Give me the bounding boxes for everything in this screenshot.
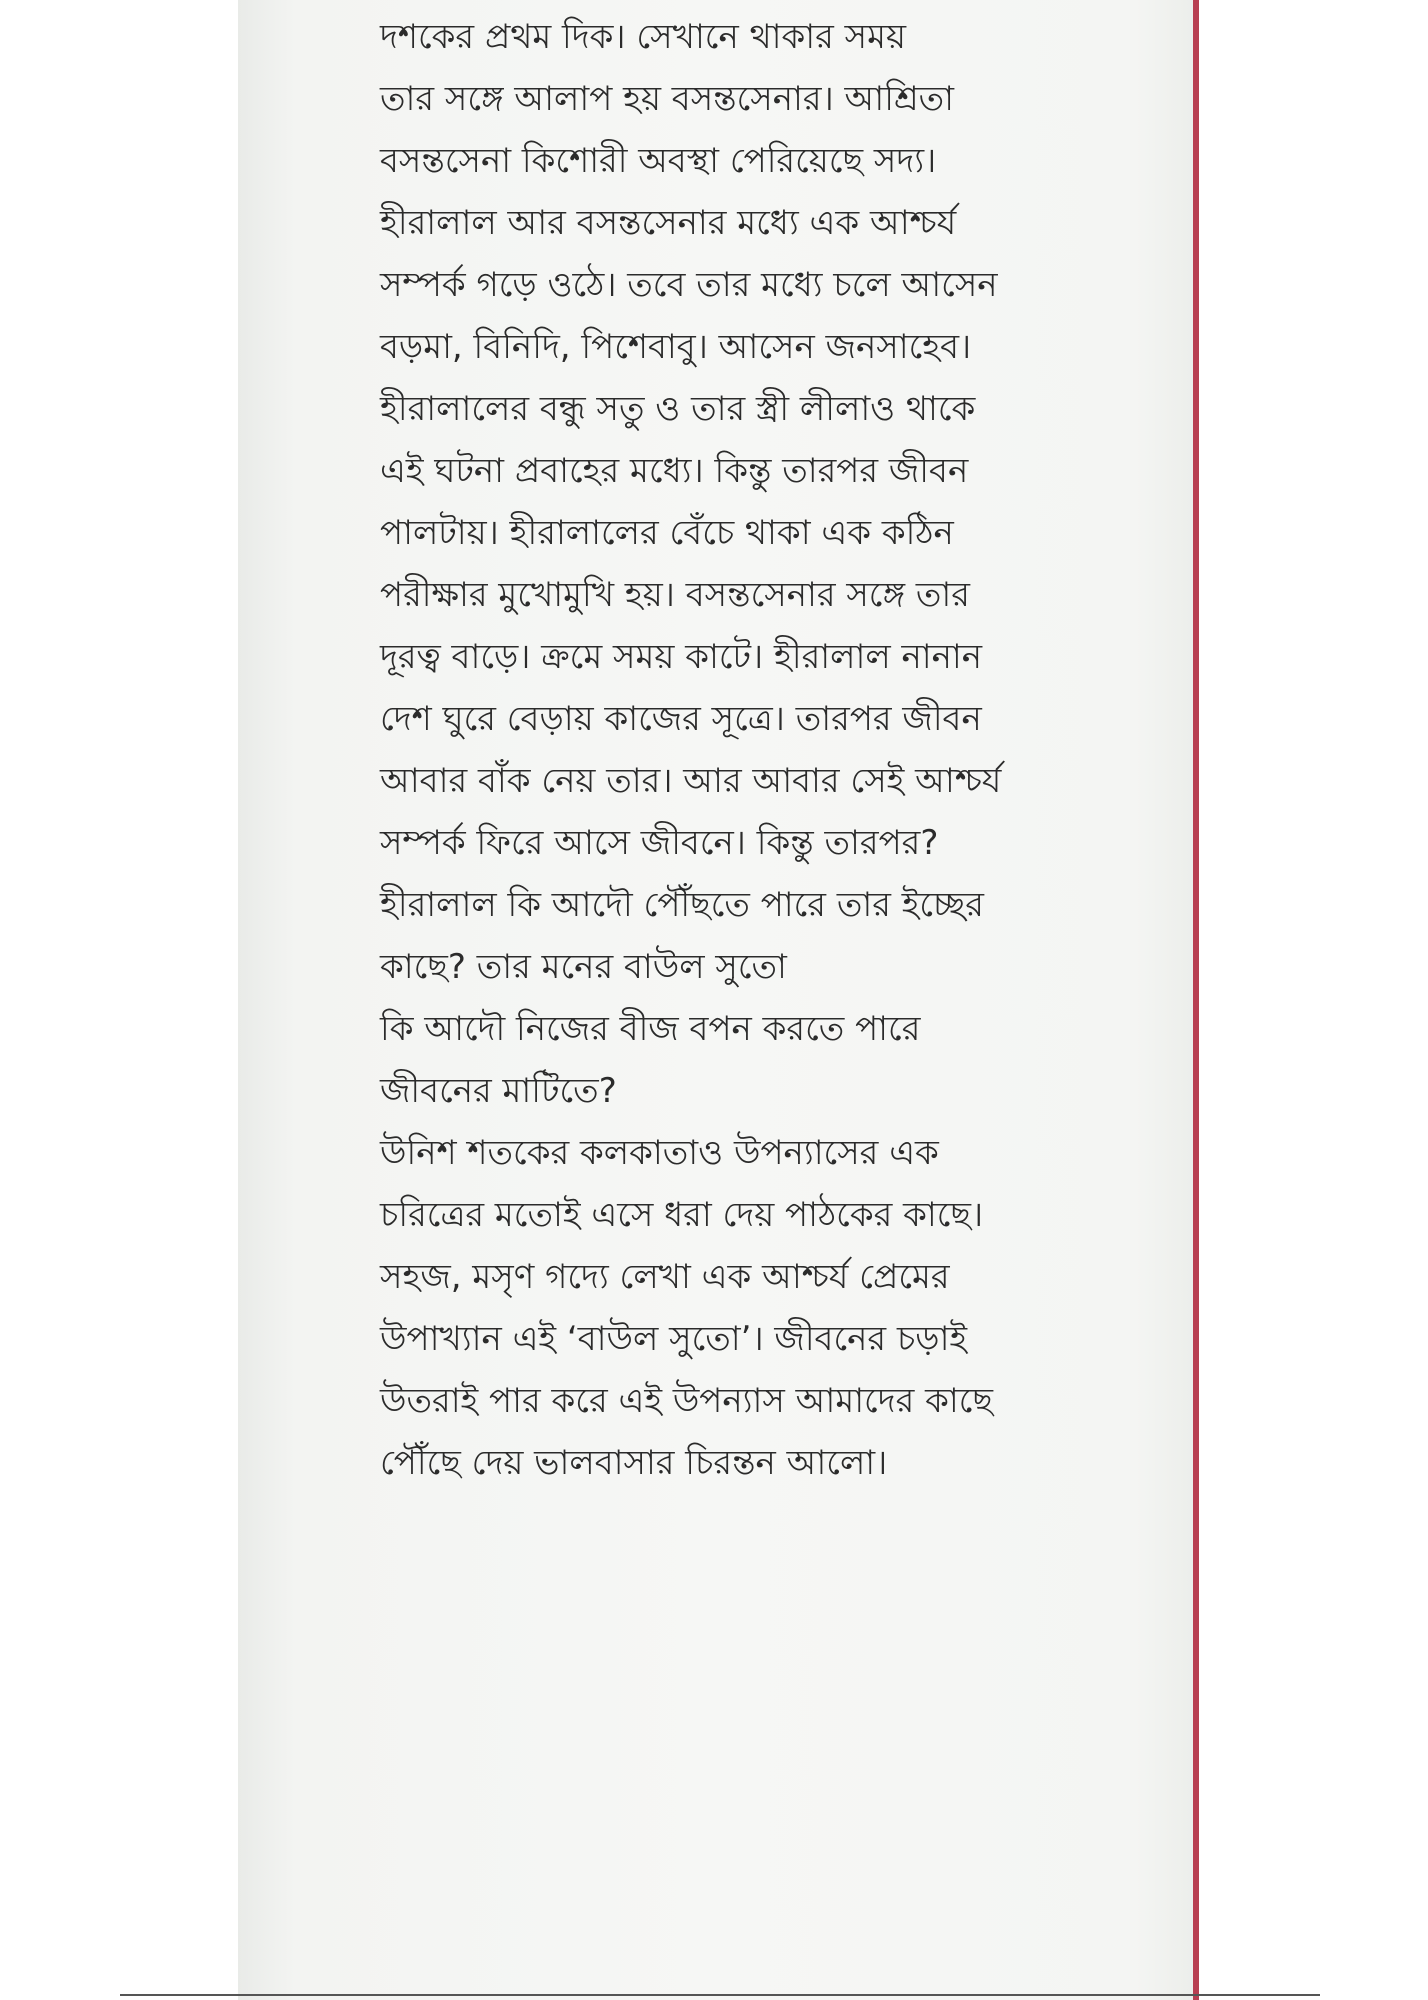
cover-edge-stripe [1193,0,1199,2000]
blurb-line: পরীক্ষার মুখোমুখি হয়। বসন্তসেনার সঙ্গে তার [380,575,970,615]
blurb-line: চরিত্রের মতোই এসে ধরা দেয় পাঠকের কাছে। [380,1195,984,1235]
blurb-line: সম্পর্ক ফিরে আসে জীবনে। কিন্তু তারপর? [380,823,939,863]
blurb-line: পৌঁছে দেয় ভালবাসার চিরন্তন আলো। [380,1443,888,1483]
blurb-line: উপাখ্যান এই ‘বাউল সুতো’। জীবনের চড়াই [380,1319,968,1359]
blurb-line: বসন্তসেনা কিশোরী অবস্থা পেরিয়েছে সদ্য। [380,141,937,181]
blurb-line: বড়মা, বিনিদি, পিশেবাবু। আসেন জনসাহেব। [380,327,972,367]
blurb-line: দশকের প্রথম দিক। সেখানে থাকার সময় [380,17,906,57]
blurb-line: তার সঙ্গে আলাপ হয় বসন্তসেনার। আশ্রিতা [380,79,955,119]
blurb-line: এই ঘটনা প্রবাহের মধ্যে। কিন্তু তারপর জীবন [380,451,969,491]
blurb-line: সম্পর্ক গড়ে ওঠে। তবে তার মধ্যে চলে আসেন [380,265,998,305]
blurb-line: হীরালালের বন্ধু সতু ও তার স্ত্রী লীলাও থাকে [380,389,976,429]
blurb-line: সহজ, মসৃণ গদ্যে লেখা এক আশ্চর্য প্রেমের [380,1257,950,1297]
blurb-line: আবার বাঁক নেয় তার। আর আবার সেই আশ্চর্য [380,761,1002,801]
blurb-line: হীরালাল আর বসন্তসেনার মধ্যে এক আশ্চর্য [380,203,957,243]
blurb-line: দেশ ঘুরে বেড়ায় কাজের সূত্রে। তারপর জীবন [380,699,982,739]
blurb-line: উনিশ শতকের কলকাতাও উপন্যাসের এক [380,1133,939,1173]
bottom-divider [120,1994,1320,1996]
blurb-line: উতরাই পার করে এই উপন্যাস আমাদের কাছে [380,1381,994,1421]
blurb-line: দূরত্ব বাড়ে। ক্রমে সময় কাটে। হীরালাল নানান [380,637,983,677]
blurb-line: কাছে? তার মনের বাউল সুতো [380,947,787,987]
book-blurb-text [380,6,1100,1494]
blurb-line: হীরালাল কি আদৌ পৌঁছতে পারে তার ইচ্ছের [380,885,984,925]
blurb-line: পালটায়। হীরালালের বেঁচে থাকা এক কঠিন [380,513,954,553]
blurb-line: কি আদৌ নিজের বীজ বপন করতে পারে [380,1009,921,1049]
blurb-line: জীবনের মাটিতে? [380,1071,617,1111]
